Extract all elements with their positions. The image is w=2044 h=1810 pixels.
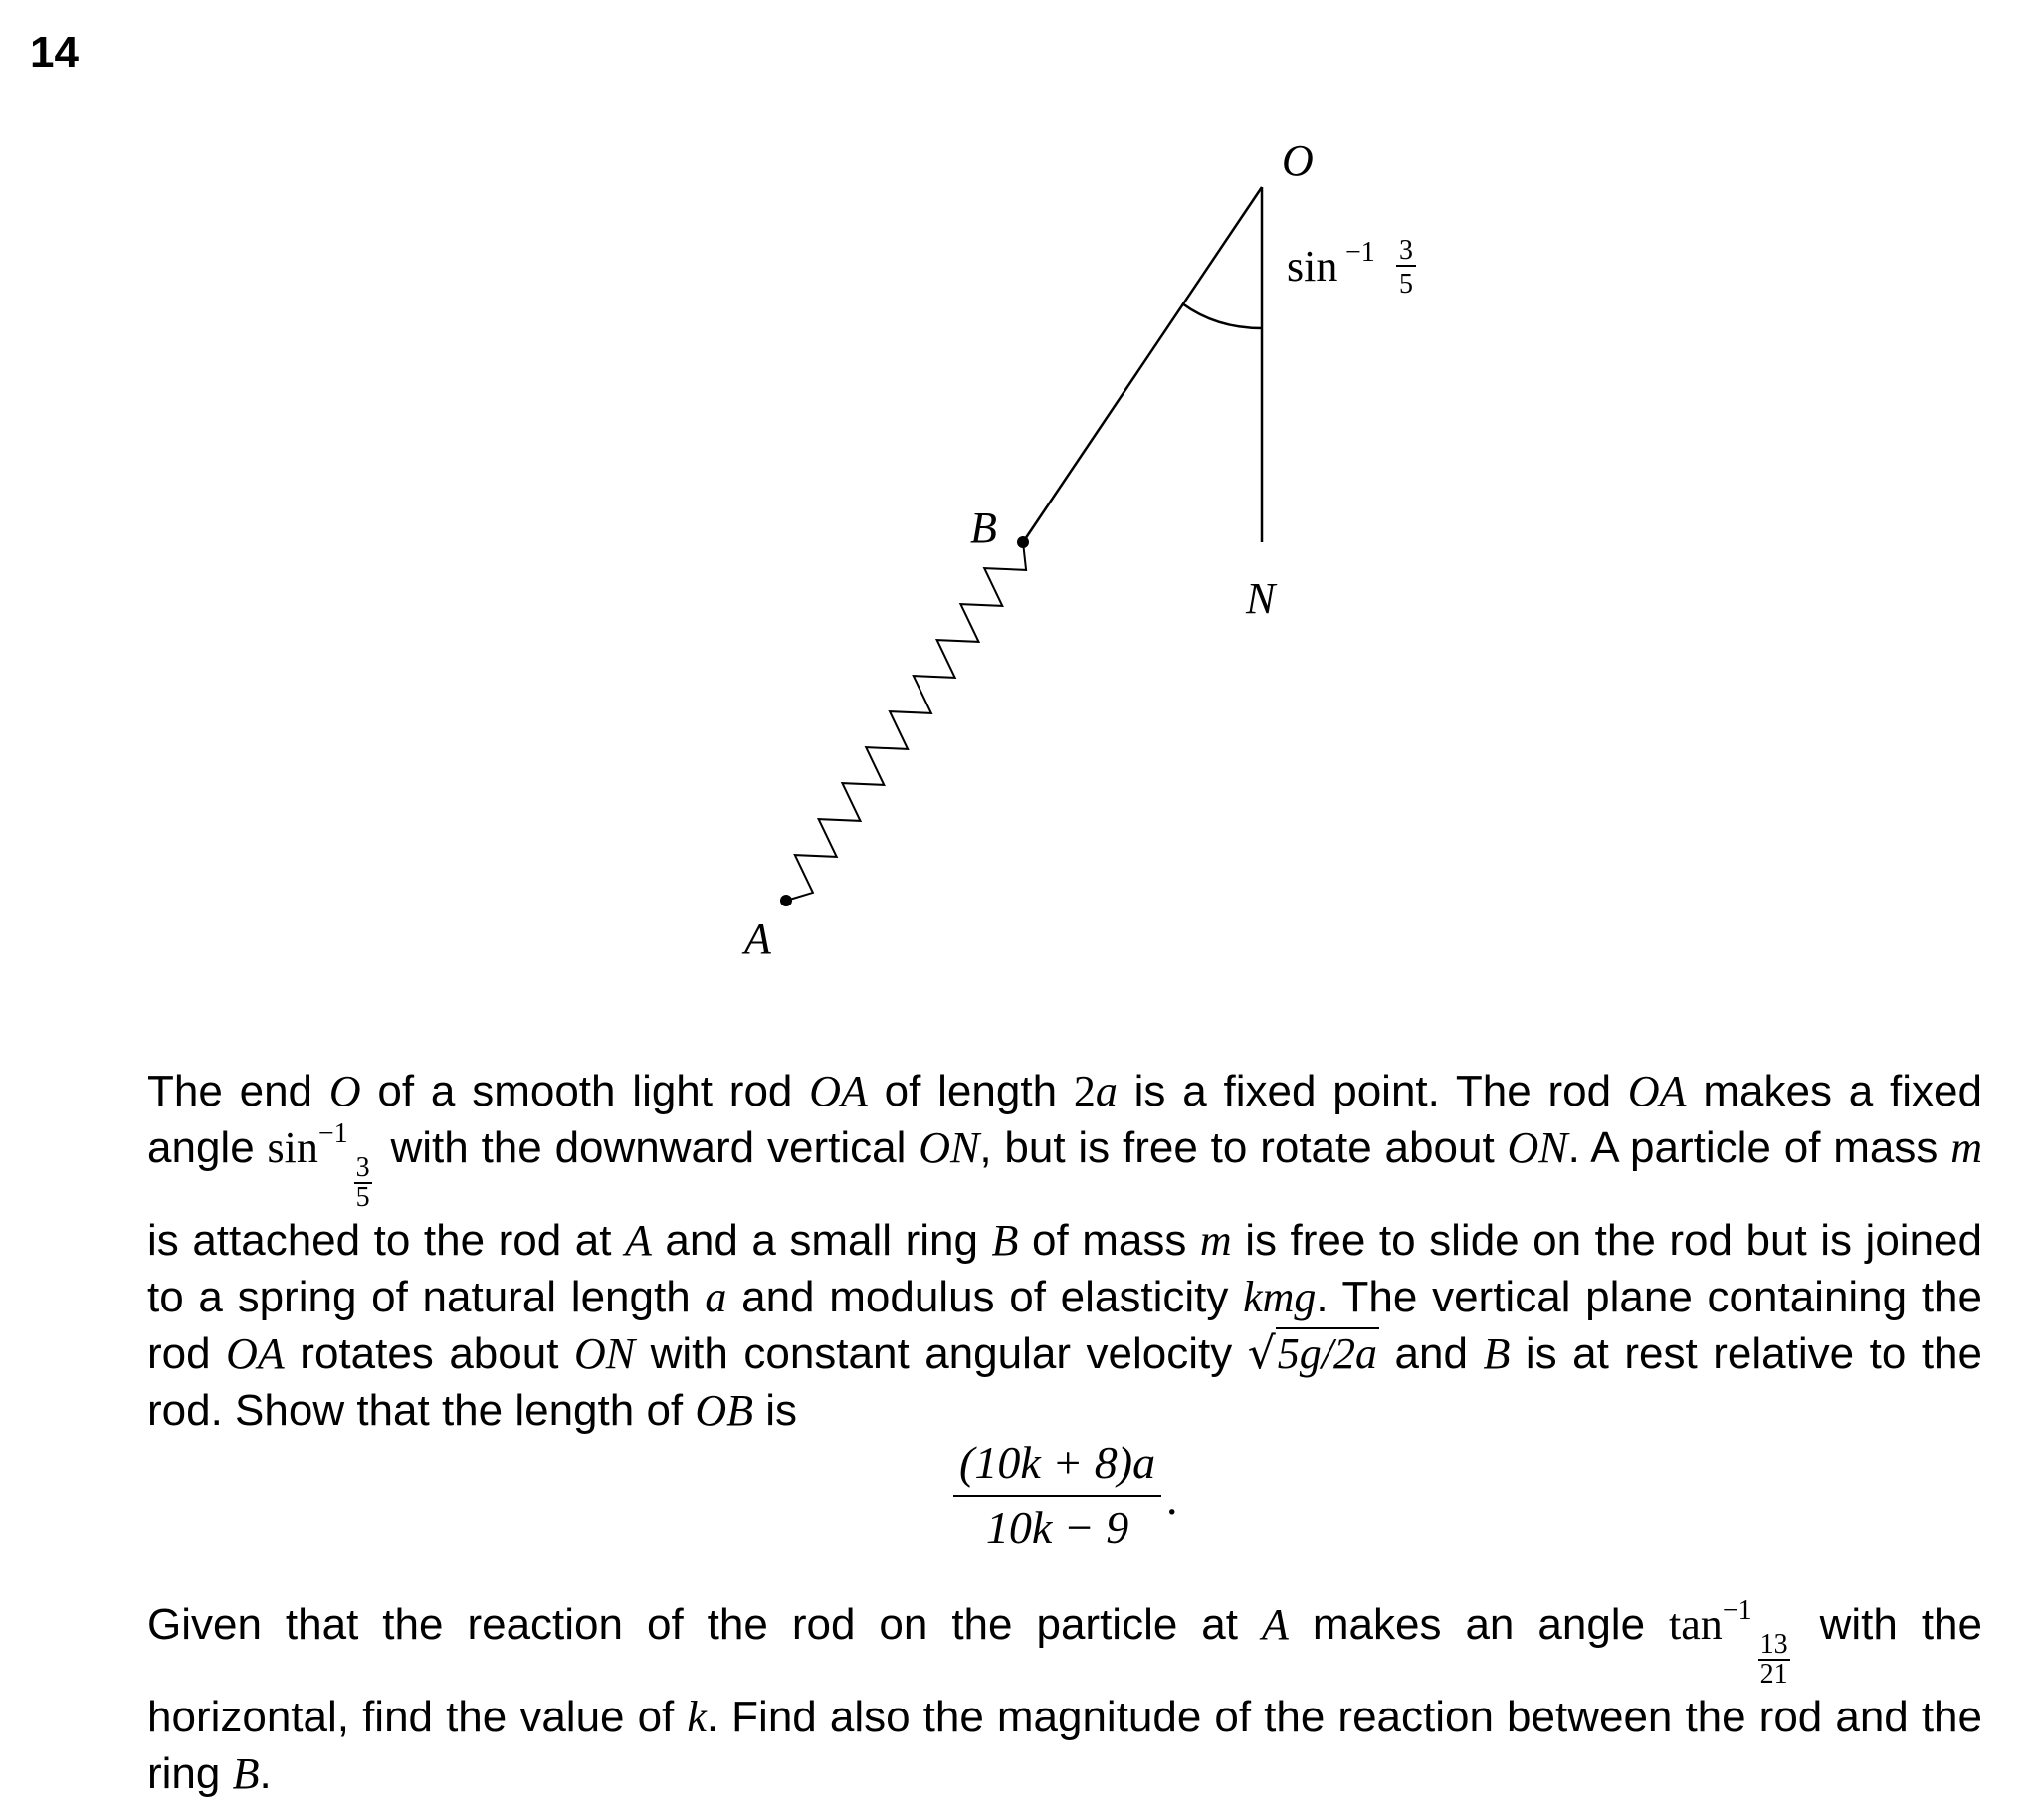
text: is a fixed point. The rod (1117, 1067, 1628, 1115)
text: rotates about (284, 1329, 574, 1378)
math-len-var: a (1095, 1067, 1118, 1115)
math-on: ON (1507, 1123, 1568, 1172)
math-on: ON (573, 1329, 636, 1378)
question-paragraph-1 (147, 1063, 1982, 1439)
text: with constant angular velocity (635, 1329, 1248, 1378)
angle-label-den: 5 (1399, 269, 1413, 300)
math-b: B (232, 1749, 260, 1798)
rod-ob-segment (1023, 187, 1262, 542)
math-b: B (1483, 1329, 1511, 1378)
math-m: m (1199, 1216, 1232, 1265)
label-n: N (1246, 574, 1276, 623)
math-exp: −1 (1722, 1595, 1752, 1626)
text: is free to slide on the rod but is joined to a spring of natural length (147, 1216, 1982, 1321)
math-o: O (328, 1067, 361, 1115)
math-sqrt (1248, 1329, 1379, 1378)
label-o: O (1282, 136, 1314, 185)
text: and modulus of elasticity (726, 1273, 1244, 1321)
angle-label-num: 3 (1399, 235, 1413, 266)
frac-num: 3 (355, 1152, 370, 1183)
math-oa: OA (226, 1329, 285, 1378)
math-len-coef: 2 (1073, 1067, 1096, 1115)
math-m: m (1950, 1123, 1982, 1172)
math-sin: sin (267, 1123, 318, 1172)
text: . The vertical plane containing the rod (147, 1273, 1983, 1378)
text: , but is free to rotate about (979, 1123, 1508, 1172)
frac-num: 13 (1759, 1629, 1788, 1660)
math-a-len: a (705, 1273, 727, 1321)
math-tan: tan (1669, 1600, 1723, 1649)
text: The end (147, 1067, 329, 1115)
angle-label-fn: sin (1287, 242, 1338, 291)
display-formula (953, 1433, 1161, 1558)
particle-a-point (780, 895, 792, 906)
math-exp: −1 (317, 1118, 348, 1149)
text: makes an angle (1288, 1600, 1670, 1649)
math-frac (1758, 1631, 1790, 1689)
formula-numerator: (10k + 8)a (953, 1433, 1161, 1497)
math-kmg: kmg (1243, 1273, 1317, 1321)
frac-den: 21 (1759, 1659, 1788, 1690)
ring-b-point (1017, 536, 1029, 548)
math-a: A (1262, 1600, 1289, 1649)
math-b: B (991, 1216, 1019, 1265)
text: . Find also the magnitude of the reaction between the rod and the ring (147, 1693, 1982, 1798)
sqrt-body: 5g/2a (1277, 1329, 1378, 1378)
text: with the horizontal, find the value of (147, 1600, 1982, 1741)
math-on: ON (919, 1123, 980, 1172)
question-number: 14 (30, 28, 79, 77)
text: makes a fixed angle (147, 1067, 1982, 1172)
text: of length (867, 1067, 1074, 1115)
text: is at rest relative to the rod. Show that the length of (147, 1329, 1982, 1435)
text: Given that the reaction of the rod on the particle at (147, 1600, 1262, 1649)
sqrt-sign: √ (1247, 1328, 1276, 1379)
frac-den: 5 (355, 1182, 370, 1213)
text: is (753, 1386, 798, 1435)
text: of a smooth light rod (360, 1067, 810, 1115)
formula-period: . (1166, 1474, 1178, 1524)
label-b: B (970, 503, 997, 552)
math-oa: OA (1627, 1067, 1687, 1115)
text: . A particle of mass (1567, 1123, 1951, 1172)
text: and a small ring (651, 1216, 992, 1265)
math-a: A (625, 1216, 652, 1265)
text: . (259, 1749, 272, 1798)
text: is attached to the rod at (147, 1216, 625, 1265)
angle-label-exp: −1 (1345, 237, 1375, 268)
spring (786, 542, 1026, 901)
question-paragraph-2 (147, 1596, 1982, 1802)
text: and (1379, 1329, 1484, 1378)
math-k: k (687, 1693, 707, 1741)
formula-denominator: 10k − 9 (985, 1503, 1129, 1553)
math-ob: OB (695, 1386, 754, 1435)
label-a: A (744, 914, 771, 963)
text: of mass (1018, 1216, 1200, 1265)
angle-arc (1182, 303, 1262, 328)
math-frac (354, 1154, 372, 1212)
text: with the downward vertical (377, 1123, 920, 1172)
math-oa: OA (809, 1067, 868, 1115)
